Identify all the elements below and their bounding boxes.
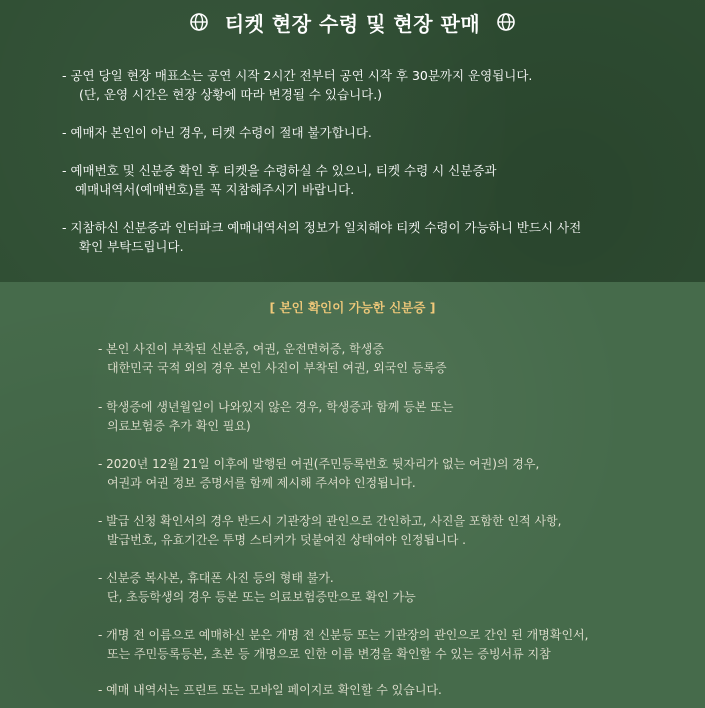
notice-line: 확인 부탁드립니다. (79, 239, 184, 254)
id-line: - 예매 내역서는 프린트 또는 모바일 페이지로 확인할 수 있습니다. (98, 683, 442, 697)
id-line: - 개명 전 이름으로 예매하신 분은 개명 전 신분등 또는 기관장의 관인으로 간인 된 개명확인서, (98, 628, 589, 642)
id-line: 의료보험증 추가 확인 필요) (107, 419, 251, 433)
notice-line: 예매내역서(예매번호)를 꼭 지참해주시기 바랍니다. (75, 182, 355, 197)
id-line: - 신분증 복사본, 휴대폰 사진 등의 형태 불가. (98, 571, 334, 585)
id-line: - 발급 신청 확인서의 경우 반드시 기관장의 관인으로 간인하고, 사진을 포함한 인적 사항, (98, 514, 562, 528)
id-line: 대한민국 국적 외의 경우 본인 사진이 부착된 여권, 외국인 등록증 (107, 361, 447, 375)
id-line: 여권과 여권 정보 증명서를 함께 제시해 주셔야 인정됩니다. (107, 476, 416, 490)
notice-line: - 지참하신 신분증과 인터파크 예매내역서의 정보가 일치해야 티켓 수령이 가능하니 반드시 사전 (62, 220, 582, 235)
id-section-heading: [ 본인 확인이 가능한 신분증 ] (269, 300, 436, 315)
id-line: 발급번호, 유효기간은 투명 스티커가 덧붙여진 상태여야 인정됩니다 . (107, 533, 466, 547)
id-line: - 본인 사진이 부착된 신분증, 여권, 운전면허증, 학생증 (98, 342, 384, 356)
globe-icon (189, 12, 209, 32)
id-line: 단, 초등학생의 경우 등본 또는 의료보험증만으로 확인 가능 (107, 590, 416, 604)
id-line: 또는 주민등록등본, 초본 등 개명으로 인한 이름 변경을 확인할 수 있는 증빙서류 지참 (107, 647, 551, 661)
notice-line: - 예매자 본인이 아닌 경우, 티켓 수령이 절대 불가합니다. (62, 125, 372, 140)
page-title (0, 8, 705, 36)
page-title-text: 티켓 현장 수령 및 현장 판매 (224, 11, 481, 36)
notice-line: - 예매번호 및 신분증 확인 후 티켓을 수령하실 수 있으니, 티켓 수령 시 신분증과 (62, 163, 497, 178)
id-line: - 2020년 12월 21일 이후에 발행된 여권(주민등록번호 뒷자리가 없는 여권)의 경우, (98, 457, 540, 471)
globe-icon (496, 12, 516, 32)
notice-line: (단, 운영 시간은 현장 상황에 따라 변경될 수 있습니다.) (79, 87, 383, 102)
id-line: - 학생증에 생년월일이 나와있지 않은 경우, 학생증과 함께 등본 또는 (98, 400, 454, 414)
notice-line: - 공연 당일 현장 매표소는 공연 시작 2시간 전부터 공연 시작 후 30분까지 운영됩니다. (62, 68, 533, 83)
